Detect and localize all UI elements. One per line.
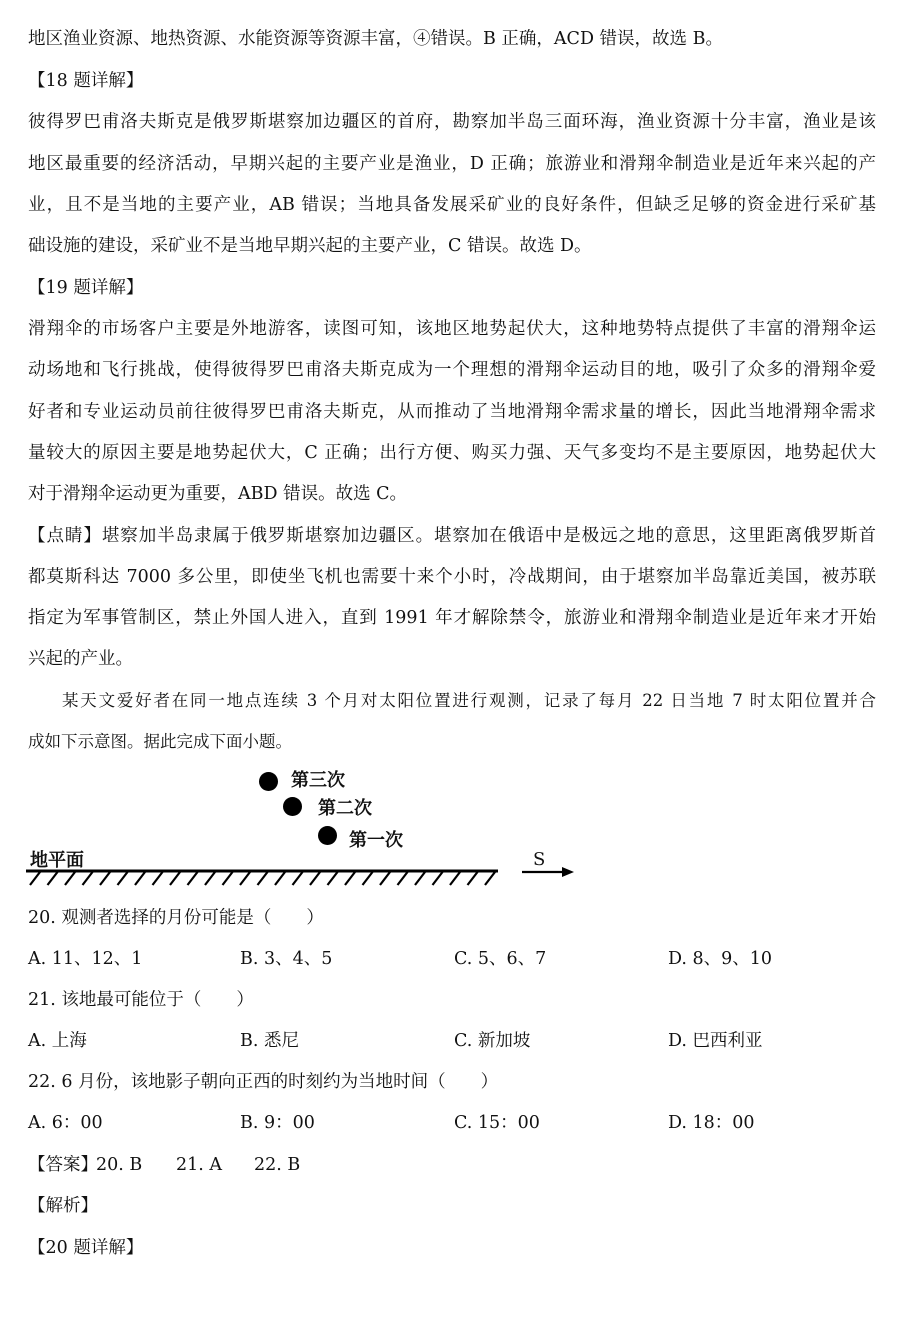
question-21-stem: 21. 该地最可能位于（ ）: [28, 990, 254, 1010]
answer-item-20: 20. B: [96, 1155, 143, 1175]
section-heading-20: 【20 题详解】: [28, 1238, 144, 1258]
text-line: 兴起的产业。: [28, 649, 133, 669]
direction-label: S: [533, 849, 546, 870]
sun-marker-third: [259, 772, 278, 791]
question-22-option-c: C. 15：00: [454, 1113, 540, 1133]
text-line: 业，且不是当地的主要产业，AB 错误；当地具备发展采矿业的良好条件，但缺乏足够的资金进行采矿基: [28, 195, 876, 215]
section-heading-19: 【19 题详解】: [28, 278, 144, 298]
answer-item-22: 22. B: [254, 1155, 301, 1175]
sun-label-third: 第三次: [291, 770, 345, 791]
intro-line: 成如下示意图。据此完成下面小题。: [28, 732, 292, 751]
text-line: 动场地和飞行挑战，使得彼得罗巴甫洛夫斯克成为一个理想的滑翔伞运动目的地，吸引了众多的滑翔伞爱: [28, 360, 876, 380]
text-line: 指定为军事管制区，禁止外国人进入，直到 1991 年才解除禁令，旅游业和滑翔伞制造业是近年来才开始: [28, 608, 876, 628]
question-20-option-b: B. 3、4、5: [240, 949, 333, 969]
text-line: 都莫斯科达 7000 多公里，即使坐飞机也需要十来个小时，冷战期间，由于堪察加半岛靠近美国，被苏联: [28, 567, 876, 587]
question-21-option-c: C. 新加坡: [454, 1031, 531, 1051]
sun-label-first: 第一次: [349, 830, 403, 851]
text-line: 地区渔业资源、地热资源、水能资源等资源丰富，④错误。B 正确，ACD 错误，故选 B。: [28, 29, 723, 49]
question-21-option-b: B. 悉尼: [240, 1031, 299, 1051]
ground-line-icon: [26, 868, 500, 888]
answer-label: 【答案】: [28, 1155, 98, 1175]
question-22-option-b: B. 9：00: [240, 1113, 315, 1133]
question-20-option-c: C. 5、6、7: [454, 949, 547, 969]
text-line: 好者和专业运动员前往彼得罗巴甫洛夫斯克，从而推动了当地滑翔伞需求量的增长，因此当地滑翔伞需求: [28, 402, 876, 422]
question-21-option-a: A. 上海: [28, 1031, 87, 1051]
sun-label-second: 第二次: [318, 798, 372, 819]
sun-marker-second: [283, 797, 302, 816]
question-20-option-d: D. 8、9、10: [668, 949, 773, 969]
sun-marker-first: [318, 826, 337, 845]
arrow-right-icon: [520, 864, 576, 880]
question-21-option-d: D. 巴西利亚: [668, 1031, 763, 1051]
ground-label: 地平面: [30, 850, 84, 871]
tip-line: 【点睛】堪察加半岛隶属于俄罗斯堪察加边疆区。堪察加在俄语中是极远之地的意思，这里距离俄罗斯首: [28, 526, 876, 546]
question-22-stem: 22. 6 月份，该地影子朝向正西的时刻约为当地时间（ ）: [28, 1072, 499, 1092]
text-line: 础设施的建设，采矿业不是当地早期兴起的主要产业，C 错误。故选 D。: [28, 236, 592, 256]
section-heading-18: 【18 题详解】: [28, 71, 144, 91]
text-line: 对于滑翔伞运动更为重要，ABD 错误。故选 C。: [28, 484, 408, 504]
answer-item-21: 21. A: [176, 1155, 223, 1175]
text-line: 地区最重要的经济活动，早期兴起的主要产业是渔业，D 正确；旅游业和滑翔伞制造业是近年来兴起的产: [28, 154, 876, 174]
question-20-option-a: A. 11、12、1: [28, 949, 143, 969]
question-22-option-d: D. 18：00: [668, 1113, 755, 1133]
question-22-option-a: A. 6：00: [28, 1113, 103, 1133]
question-20-stem: 20. 观测者选择的月份可能是（ ）: [28, 908, 324, 928]
text-line: 滑翔伞的市场客户主要是外地游客，读图可知，该地区地势起伏大，这种地势特点提供了丰富的滑翔伞运: [28, 319, 876, 339]
text-line: 量较大的原因主要是地势起伏大，C 正确；出行方便、购买力强、天气多变均不是主要原因，地势起伏大: [28, 443, 876, 463]
analysis-label: 【解析】: [28, 1196, 98, 1216]
text-line: 彼得罗巴甫洛夫斯克是俄罗斯堪察加边疆区的首府，勘察加半岛三面环海，渔业资源十分丰富，渔业是该: [28, 112, 876, 132]
intro-line: 某天文爱好者在同一地点连续 3 个月对太阳位置进行观测，记录了每月 22 日当地 7 时太阳位置并合: [62, 691, 876, 710]
